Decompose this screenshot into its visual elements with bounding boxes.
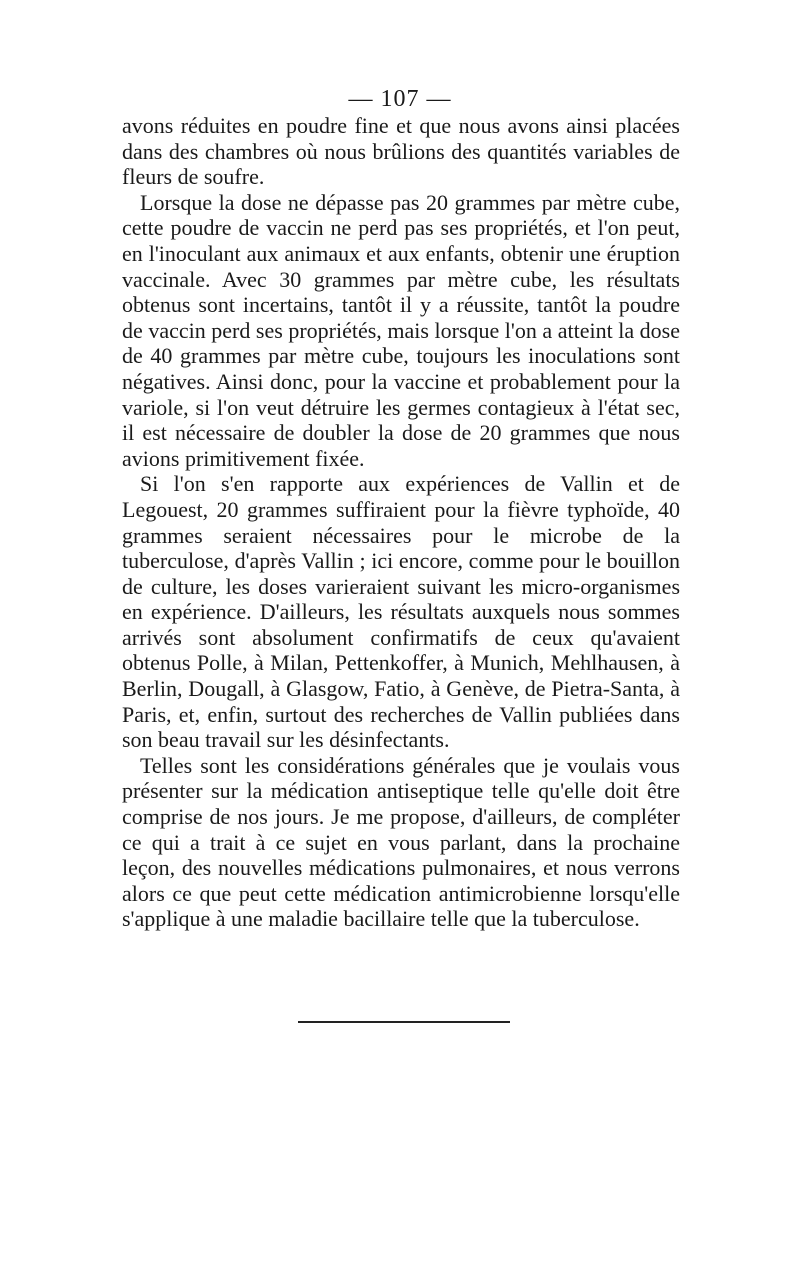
paragraph-conclusion: Telles sont les considérations générales que je voulais vous présenter sur la médication antiseptique telle qu'elle doit être comprise de nos jours. Je me propose, d'ailleurs, de compléter ce qui a trait à ce sujet en vous parlant, dans la prochaine leçon, des nouvelles médications pulmonaires, et nous verrons alors ce que peut cette médication antimicrobienne lorsqu'elle s'applique à une maladie bacillaire telle que la tuberculose.	[122, 752, 680, 932]
body-text	[122, 113, 680, 932]
paragraph-continuation: avons réduites en poudre fine et que nous avons ainsi placées dans des chambres où nous brûlions des quantités variables de fleurs de soufre.	[122, 113, 680, 190]
paragraph-sulfur-dose: Lorsque la dose ne dépasse pas 20 grammes par mètre cube, cette poudre de vaccin ne perd pas ses propriétés, et l'on peut, en l'inoculant aux animaux et aux enfants, obtenir une éruption vaccinale. Avec 30 grammes par mètre cube, les résultats obtenus sont incertains, tantôt il y a réussite, tantôt la poudre de vaccin perd ses propriétés, mais lorsque l'on a atteint la dose de 40 grammes par mètre cube, toujours les inoculations sont négatives. Ainsi donc, pour la vaccine et probablement pour la variole, si l'on veut détruire les germes contagieux à l'état sec, il est nécessaire de doubler la dose de 20 grammes que nous avions primitivement fixée.	[122, 189, 680, 471]
page-number-header: — 107 —	[348, 86, 452, 112]
paragraph-vallin-experiments: Si l'on s'en rapporte aux expériences de Vallin et de Legouest, 20 grammes suffiraient pour la fièvre typhoïde, 40 grammes seraient nécessaires pour le microbe de la tuberculose, d'après Vallin ; ici encore, comme pour le bouillon de culture, les doses varieraient suivant les micro-organismes en expérience. D'ailleurs, les résultats auxquels nous sommes arrivés sont absolument confirmatifs de ceux qu'avaient obtenus Polle, à Milan, Pettenkoffer, à Munich, Mehlhausen, à Berlin, Dougall, à Glasgow, Fatio, à Genève, de Pietra-Santa, à Paris, et, enfin, surtout des recherches de Vallin publiées dans son beau travail sur les désinfectants.	[122, 471, 680, 753]
end-divider	[298, 1021, 510, 1023]
